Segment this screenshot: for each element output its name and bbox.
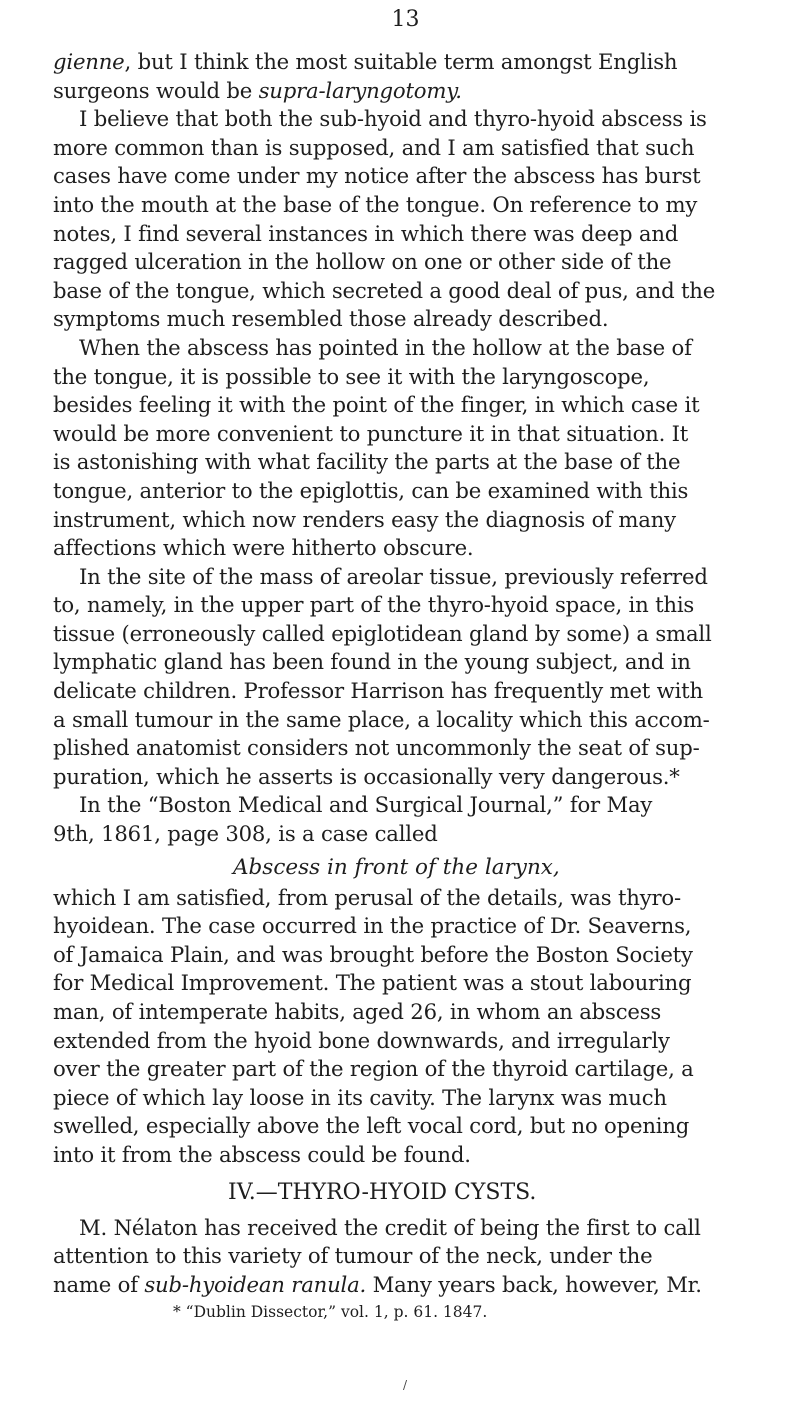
text-segment: plished anatomist considers not uncommonly the seat of sup- bbox=[53, 735, 700, 761]
text-segment: into the mouth at the base of the tongue. On reference to my bbox=[53, 191, 698, 217]
text-segment: affections which were hitherto obscure. bbox=[53, 535, 474, 561]
text-line bbox=[53, 77, 768, 106]
italic-text: sub-hyoidean ranula. bbox=[144, 1271, 367, 1297]
section-heading: IV.—THYRO-HYOID CYSTS. bbox=[228, 1179, 537, 1205]
text-segment: symptoms much resembled those already described. bbox=[53, 306, 609, 332]
text-line bbox=[53, 48, 768, 77]
text-line bbox=[53, 1055, 768, 1084]
text-line bbox=[53, 305, 768, 334]
text-segment: I believe that both the sub-hyoid and thyro-hyoid abscess is bbox=[79, 106, 707, 132]
text-segment: to, namely, in the upper part of the thyro-hyoid space, in this bbox=[53, 592, 695, 618]
text-segment: is astonishing with what facility the parts at the base of the bbox=[53, 449, 681, 475]
text-segment: piece of which lay loose in its cavity. The larynx was much bbox=[53, 1084, 667, 1110]
italic-text: gienne bbox=[53, 49, 125, 74]
text-line bbox=[53, 1214, 768, 1243]
text-segment: swelled, especially above the left vocal cord, but no opening bbox=[53, 1113, 690, 1139]
text-line bbox=[53, 448, 768, 477]
text-line bbox=[53, 162, 768, 191]
text-line bbox=[53, 134, 768, 163]
text-segment: hyoidean. The case occurred in the practice of Dr. Seaverns, bbox=[53, 913, 692, 939]
text-segment: In the “Boston Medical and Surgical Journal,” for May bbox=[79, 792, 653, 818]
text-line bbox=[53, 1141, 768, 1170]
text-line bbox=[53, 534, 768, 563]
text-segment: attention to this variety of tumour of the neck, under the bbox=[53, 1243, 653, 1269]
text-line bbox=[53, 420, 768, 449]
text-line bbox=[53, 820, 768, 849]
text-line bbox=[53, 969, 768, 998]
text-segment: M. Nélaton has received the credit of being the first to call bbox=[79, 1214, 701, 1240]
text-line bbox=[53, 998, 768, 1027]
document-page bbox=[53, 4, 768, 1394]
text-line bbox=[53, 1271, 768, 1300]
text-line bbox=[53, 277, 768, 306]
text-line bbox=[53, 648, 768, 677]
text-line bbox=[53, 220, 768, 249]
text-line bbox=[53, 1027, 768, 1056]
text-line bbox=[53, 391, 768, 420]
case-subheading: Abscess in front of the larynx, bbox=[233, 854, 560, 880]
text-segment: surgeons would be bbox=[53, 77, 259, 103]
body-text-block-1 bbox=[53, 48, 768, 849]
text-line bbox=[53, 677, 768, 706]
text-segment: of Jamaica Plain, and was brought before the Boston Society bbox=[53, 941, 693, 967]
text-segment: extended from the hyoid bone downwards, and irregularly bbox=[53, 1027, 670, 1053]
text-line bbox=[53, 763, 768, 792]
text-segment: In the site of the mass of areolar tissue, previously referred bbox=[79, 563, 708, 589]
text-segment: tongue, anterior to the epiglottis, can be examined with this bbox=[53, 477, 689, 503]
text-segment: which I am satisfied, from perusal of the details, was thyro- bbox=[53, 884, 681, 910]
text-line bbox=[53, 477, 768, 506]
italic-text: supra-laryngotomy. bbox=[258, 77, 462, 103]
text-segment: for Medical Improvement. The patient was a stout labouring bbox=[53, 970, 692, 996]
text-line bbox=[53, 591, 768, 620]
text-segment: more common than is supposed, and I am satisfied that such bbox=[53, 134, 695, 160]
stray-mark: / bbox=[403, 1378, 408, 1392]
text-line bbox=[53, 1084, 768, 1113]
text-line bbox=[53, 191, 768, 220]
text-segment: Many years back, however, Mr. bbox=[366, 1271, 702, 1297]
text-line bbox=[53, 563, 768, 592]
text-line bbox=[53, 105, 768, 134]
text-segment: 9th, 1861, page 308, is a case called bbox=[53, 821, 438, 847]
text-line bbox=[53, 706, 768, 735]
text-segment: ragged ulceration in the hollow on one or other side of the bbox=[53, 249, 672, 275]
text-line bbox=[53, 884, 768, 913]
text-segment: over the greater part of the region of the thyroid cartilage, a bbox=[53, 1056, 694, 1082]
page-number: 13 bbox=[391, 7, 420, 32]
text-segment: lymphatic gland has been found in the young subject, and in bbox=[53, 649, 691, 675]
text-line bbox=[53, 941, 768, 970]
body-text-block-2 bbox=[53, 884, 768, 1170]
text-line bbox=[53, 363, 768, 392]
text-segment: notes, I find several instances in which there was deep and bbox=[53, 220, 679, 246]
text-line bbox=[53, 506, 768, 535]
text-segment: the tongue, it is possible to see it with the laryngoscope, bbox=[53, 363, 650, 389]
text-line bbox=[53, 334, 768, 363]
text-segment: would be more convenient to puncture it in that situation. It bbox=[53, 420, 689, 446]
text-segment: When the abscess has pointed in the hollow at the base of bbox=[79, 334, 692, 360]
text-segment: into it from the abscess could be found. bbox=[53, 1141, 471, 1167]
text-segment: , but I think the most suitable term amongst English bbox=[124, 49, 678, 74]
footnote: * “Dublin Dissector,” vol. 1, p. 61. 1847. bbox=[173, 1303, 488, 1322]
text-segment: tissue (erroneously called epiglotidean gland by some) a small bbox=[53, 620, 712, 646]
text-segment: a small tumour in the same place, a locality which this accom- bbox=[53, 706, 710, 732]
text-line bbox=[53, 1242, 768, 1271]
text-line bbox=[53, 248, 768, 277]
text-line bbox=[53, 791, 768, 820]
text-line bbox=[53, 1112, 768, 1141]
text-segment: besides feeling it with the point of the finger, in which case it bbox=[53, 392, 700, 418]
text-line bbox=[53, 912, 768, 941]
text-segment: puration, which he asserts is occasionally very dangerous.* bbox=[53, 763, 680, 789]
text-segment: instrument, which now renders easy the diagnosis of many bbox=[53, 506, 676, 532]
body-text-block-3 bbox=[53, 1214, 768, 1300]
text-segment: base of the tongue, which secreted a good deal of pus, and the bbox=[53, 277, 716, 303]
text-segment: man, of intemperate habits, aged 26, in whom an abscess bbox=[53, 999, 662, 1024]
text-segment: name of bbox=[53, 1271, 145, 1297]
text-segment: cases have come under my notice after the abscess has burst bbox=[53, 163, 701, 189]
text-segment: delicate children. Professor Harrison has frequently met with bbox=[53, 678, 703, 704]
text-line bbox=[53, 620, 768, 649]
text-line bbox=[53, 734, 768, 763]
